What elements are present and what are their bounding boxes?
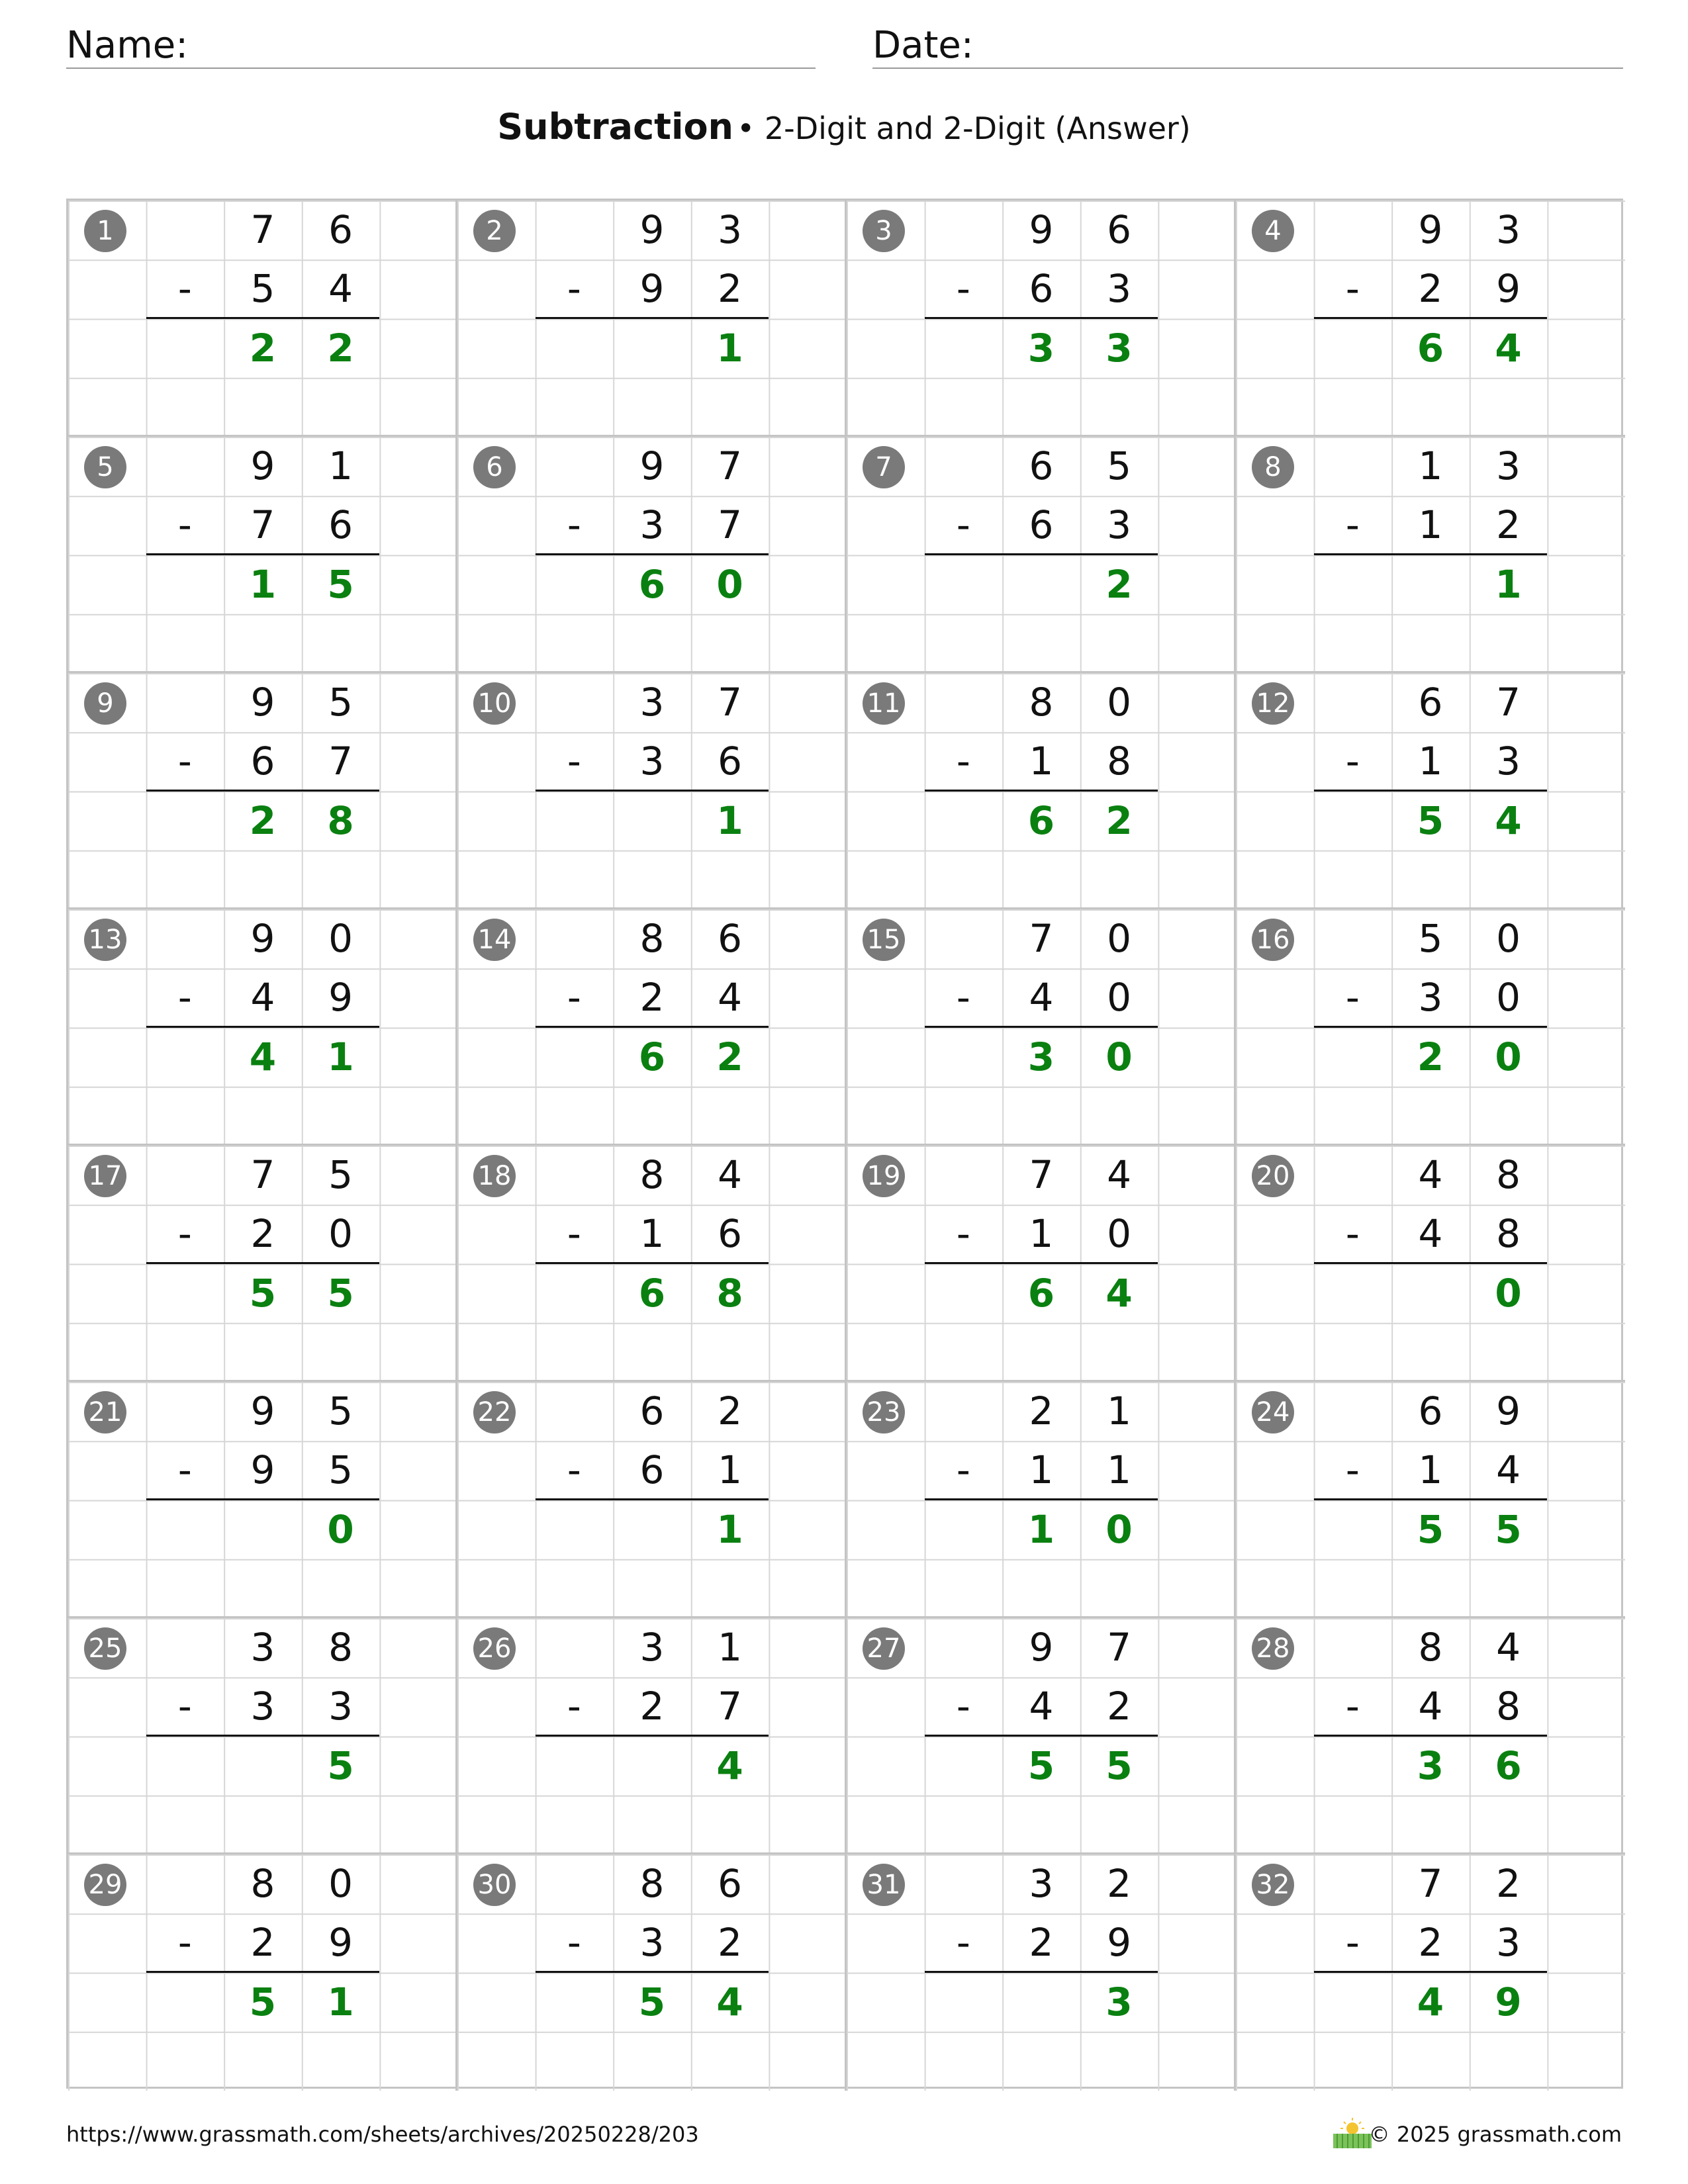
problem-23: [847, 1382, 1236, 1618]
minus-sign: -: [956, 266, 970, 312]
minuend-ones-digit: 5: [328, 680, 353, 725]
problem-32: [1236, 1854, 1625, 2091]
minuend-ones-digit: 7: [1496, 680, 1521, 725]
answer-tens-digit: [224, 1500, 302, 1559]
answer-tens-digit: 2: [1417, 1034, 1444, 1079]
answer-ones-digit: 0: [1105, 1506, 1133, 1552]
subtrahend-tens-digit: 1: [639, 1211, 665, 1257]
minus-sign: -: [956, 1920, 970, 1966]
problem-7: [847, 437, 1236, 673]
problem-26: [457, 1618, 847, 1854]
problem-grid: [66, 199, 1623, 2089]
minuend-ones-digit: 8: [1496, 1152, 1521, 1197]
subtrahend-ones-digit: 3: [1107, 502, 1132, 548]
answer-tens-digit: 3: [1027, 1034, 1055, 1079]
minuend-ones-digit: 4: [1496, 1625, 1521, 1670]
minus-sign: -: [956, 975, 970, 1021]
minuend-tens-digit: 9: [639, 443, 665, 488]
subtrahend-ones-digit: 3: [1496, 1920, 1521, 1966]
subtrahend-ones-digit: 8: [1107, 739, 1132, 784]
subtrahend-tens-digit: 6: [1029, 502, 1054, 548]
minuend-tens-digit: 7: [1418, 1861, 1443, 1906]
subtrahend-tens-digit: 6: [639, 1447, 665, 1493]
minuend-tens-digit: 8: [1418, 1625, 1443, 1670]
minuend-tens-digit: 9: [1029, 207, 1054, 252]
subtrahend-tens-digit: 2: [1418, 266, 1443, 312]
problem-number-badge: 30: [473, 1864, 516, 1906]
problem-number-badge: 1: [84, 210, 126, 252]
minuend-ones-digit: 2: [1107, 1861, 1132, 1906]
minuend-tens-digit: 8: [1029, 680, 1054, 725]
minuend-ones-digit: 0: [1107, 680, 1132, 725]
minuend-tens-digit: 8: [639, 1861, 665, 1906]
problem-number-badge: 25: [84, 1627, 126, 1670]
answer-tens-digit: 5: [249, 1979, 277, 2025]
answer-tens-digit: 5: [1417, 797, 1444, 843]
minuend-tens-digit: 1: [1418, 443, 1443, 488]
problem-number-badge: 23: [863, 1391, 905, 1433]
minuend-tens-digit: 5: [1418, 916, 1443, 961]
problem-1: [68, 201, 457, 437]
problem-18: [457, 1146, 847, 1382]
answer-ones-digit: 2: [1105, 797, 1133, 843]
answer-ones-digit: 5: [1495, 1506, 1522, 1552]
problem-19: [847, 1146, 1236, 1382]
answer-ones-digit: 4: [1495, 325, 1522, 371]
minuend-tens-digit: 9: [1418, 207, 1443, 252]
problem-number-badge: 9: [84, 682, 126, 725]
answer-ones-digit: 2: [1105, 561, 1133, 607]
minus-sign: -: [956, 1211, 970, 1257]
minuend-tens-digit: 2: [1029, 1388, 1054, 1433]
subtrahend-ones-digit: 1: [718, 1447, 743, 1493]
minuend-tens-digit: 3: [639, 680, 665, 725]
minus-sign: -: [177, 1684, 192, 1729]
minuend-tens-digit: 9: [250, 1388, 275, 1433]
subtrahend-ones-digit: 8: [1496, 1684, 1521, 1729]
answer-ones-digit: 0: [1105, 1034, 1133, 1079]
answer-ones-digit: 1: [716, 325, 743, 371]
answer-ones-digit: 8: [327, 797, 354, 843]
answer-ones-digit: 1: [327, 1979, 354, 2025]
problem-14: [457, 909, 847, 1146]
minuend-ones-digit: 3: [1496, 443, 1521, 488]
minus-sign: -: [1345, 1684, 1360, 1729]
subtrahend-ones-digit: 7: [718, 1684, 743, 1729]
minus-sign: -: [567, 1684, 581, 1729]
answer-ones-digit: 3: [1105, 325, 1133, 371]
answer-ones-digit: 2: [716, 1034, 743, 1079]
answer-ones-digit: 8: [716, 1270, 743, 1316]
problem-13: [68, 909, 457, 1146]
problem-number-badge: 26: [473, 1627, 516, 1670]
answer-tens-digit: 5: [249, 1270, 277, 1316]
name-label: Name:: [66, 24, 189, 67]
date-line[interactable]: [872, 68, 1623, 69]
minuend-ones-digit: 9: [1496, 1388, 1521, 1433]
minuend-ones-digit: 7: [718, 443, 743, 488]
problem-number-badge: 21: [84, 1391, 126, 1433]
minuend-tens-digit: 6: [1418, 680, 1443, 725]
answer-ones-digit: 0: [1495, 1270, 1522, 1316]
answer-ones-digit: 0: [716, 561, 743, 607]
answer-ones-digit: 3: [1105, 1979, 1133, 2025]
problem-number-badge: 22: [473, 1391, 516, 1433]
minuend-ones-digit: 4: [1107, 1152, 1132, 1197]
subtrahend-tens-digit: 3: [639, 502, 665, 548]
problem-number-badge: 32: [1252, 1864, 1294, 1906]
title-main: Subtraction: [497, 106, 733, 148]
subtrahend-ones-digit: 0: [328, 1211, 353, 1257]
answer-tens-digit: [613, 792, 691, 850]
minus-sign: -: [956, 1447, 970, 1493]
subtrahend-tens-digit: 2: [639, 1684, 665, 1729]
answer-tens-digit: 6: [638, 1034, 666, 1079]
subtrahend-tens-digit: 1: [1418, 1447, 1443, 1493]
minus-sign: -: [1345, 975, 1360, 1021]
subtrahend-ones-digit: 3: [1496, 739, 1521, 784]
minuend-ones-digit: 0: [1107, 916, 1132, 961]
minuend-tens-digit: 3: [639, 1625, 665, 1670]
problem-5: [68, 437, 457, 673]
problem-10: [457, 673, 847, 909]
subtrahend-tens-digit: 1: [1418, 502, 1443, 548]
answer-ones-digit: 2: [327, 325, 354, 371]
problem-number-badge: 12: [1252, 682, 1294, 725]
problem-number-badge: 6: [473, 446, 516, 488]
minuend-ones-digit: 0: [1496, 916, 1521, 961]
problem-21: [68, 1382, 457, 1618]
problem-number-badge: 11: [863, 682, 905, 725]
title-subtitle: • 2-Digit and 2-Digit (Answer): [737, 111, 1191, 146]
problem-number-badge: 5: [84, 446, 126, 488]
subtrahend-tens-digit: 2: [250, 1211, 275, 1257]
minus-sign: -: [956, 502, 970, 548]
minus-sign: -: [567, 502, 581, 548]
problem-number-badge: 8: [1252, 446, 1294, 488]
subtrahend-tens-digit: 1: [1029, 1211, 1054, 1257]
subtrahend-ones-digit: 6: [718, 1211, 743, 1257]
minus-sign: -: [1345, 502, 1360, 548]
minuend-tens-digit: 6: [639, 1388, 665, 1433]
minus-sign: -: [1345, 266, 1360, 312]
problem-12: [1236, 673, 1625, 909]
problem-16: [1236, 909, 1625, 1146]
minus-sign: -: [567, 975, 581, 1021]
minuend-tens-digit: 4: [1418, 1152, 1443, 1197]
subtrahend-tens-digit: 9: [250, 1447, 275, 1493]
answer-ones-digit: 1: [716, 1506, 743, 1552]
problem-4: [1236, 201, 1625, 437]
subtrahend-tens-digit: 7: [250, 502, 275, 548]
minuend-ones-digit: 1: [718, 1625, 743, 1670]
answer-ones-digit: 6: [1495, 1743, 1522, 1788]
subtrahend-tens-digit: 5: [250, 266, 275, 312]
problem-number-badge: 20: [1252, 1155, 1294, 1197]
minus-sign: -: [177, 266, 192, 312]
subtrahend-ones-digit: 8: [1496, 1211, 1521, 1257]
minuend-ones-digit: 7: [718, 680, 743, 725]
minuend-tens-digit: 7: [1029, 916, 1054, 961]
minuend-ones-digit: 5: [328, 1152, 353, 1197]
subtrahend-tens-digit: 2: [639, 975, 665, 1021]
worksheet-title: [0, 106, 1688, 148]
minus-sign: -: [567, 1920, 581, 1966]
minuend-ones-digit: 6: [328, 207, 353, 252]
minuend-tens-digit: 3: [1029, 1861, 1054, 1906]
problem-27: [847, 1618, 1236, 1854]
subtrahend-ones-digit: 2: [1107, 1684, 1132, 1729]
subtrahend-tens-digit: 6: [1029, 266, 1054, 312]
subtrahend-tens-digit: 1: [1418, 739, 1443, 784]
subtrahend-tens-digit: 1: [1029, 739, 1054, 784]
subtrahend-tens-digit: 6: [250, 739, 275, 784]
minuend-tens-digit: 7: [1029, 1152, 1054, 1197]
subtrahend-ones-digit: 0: [1107, 975, 1132, 1021]
minuend-ones-digit: 1: [1107, 1388, 1132, 1433]
problem-22: [457, 1382, 847, 1618]
answer-ones-digit: 0: [1495, 1034, 1522, 1079]
problem-3: [847, 201, 1236, 437]
subtrahend-ones-digit: 4: [718, 975, 743, 1021]
problem-28: [1236, 1618, 1625, 1854]
subtrahend-ones-digit: 9: [328, 1920, 353, 1966]
answer-ones-digit: 1: [716, 797, 743, 843]
minuend-tens-digit: 8: [639, 1152, 665, 1197]
subtrahend-ones-digit: 7: [718, 502, 743, 548]
problem-15: [847, 909, 1236, 1146]
minus-sign: -: [567, 1211, 581, 1257]
minus-sign: -: [177, 1447, 192, 1493]
minuend-tens-digit: 8: [250, 1861, 275, 1906]
answer-tens-digit: 1: [249, 561, 277, 607]
minuend-ones-digit: 7: [1107, 1625, 1132, 1670]
subtrahend-tens-digit: 3: [1418, 975, 1443, 1021]
subtrahend-tens-digit: 3: [250, 1684, 275, 1729]
minus-sign: -: [177, 502, 192, 548]
answer-tens-digit: 6: [638, 1270, 666, 1316]
subtrahend-tens-digit: 4: [1418, 1211, 1443, 1257]
minus-sign: -: [956, 1684, 970, 1729]
answer-ones-digit: 0: [327, 1506, 354, 1552]
minuend-ones-digit: 6: [718, 916, 743, 961]
subtrahend-ones-digit: 4: [1496, 1447, 1521, 1493]
answer-tens-digit: [1002, 555, 1080, 614]
problem-number-badge: 15: [863, 919, 905, 961]
subtrahend-ones-digit: 0: [1496, 975, 1521, 1021]
answer-tens-digit: 2: [249, 797, 277, 843]
minuend-ones-digit: 1: [328, 443, 353, 488]
problem-number-badge: 24: [1252, 1391, 1294, 1433]
footer-url: https://www.grassmath.com/sheets/archives/20250228/203: [66, 2122, 699, 2147]
answer-tens-digit: 6: [1027, 797, 1055, 843]
answer-tens-digit: 5: [1027, 1743, 1055, 1788]
answer-tens-digit: [613, 319, 691, 378]
subtrahend-tens-digit: 9: [639, 266, 665, 312]
subtrahend-ones-digit: 1: [1107, 1447, 1132, 1493]
subtrahend-tens-digit: 2: [1418, 1920, 1443, 1966]
answer-ones-digit: 1: [1495, 561, 1522, 607]
subtrahend-ones-digit: 9: [1496, 266, 1521, 312]
answer-tens-digit: 2: [249, 325, 277, 371]
minuend-ones-digit: 8: [328, 1625, 353, 1670]
answer-ones-digit: 1: [327, 1034, 354, 1079]
date-label: Date:: [872, 24, 974, 67]
footer-copyright: © 2025 grassmath.com: [1368, 2122, 1622, 2147]
minuend-ones-digit: 6: [1107, 207, 1132, 252]
minus-sign: -: [567, 1447, 581, 1493]
minuend-tens-digit: 9: [1029, 1625, 1054, 1670]
problem-17: [68, 1146, 457, 1382]
minus-sign: -: [1345, 1447, 1360, 1493]
minuend-tens-digit: 6: [1418, 1388, 1443, 1433]
minuend-ones-digit: 2: [1496, 1861, 1521, 1906]
subtrahend-ones-digit: 9: [1107, 1920, 1132, 1966]
minuend-ones-digit: 2: [718, 1388, 743, 1433]
subtrahend-tens-digit: 2: [1029, 1920, 1054, 1966]
answer-tens-digit: [1391, 555, 1470, 614]
answer-tens-digit: 3: [1417, 1743, 1444, 1788]
name-line[interactable]: [66, 68, 816, 69]
subtrahend-ones-digit: 2: [718, 1920, 743, 1966]
answer-tens-digit: 3: [1027, 325, 1055, 371]
minuend-tens-digit: 3: [250, 1625, 275, 1670]
grass-sun-logo-icon: [1331, 2115, 1374, 2150]
problem-2: [457, 201, 847, 437]
problem-29: [68, 1854, 457, 2091]
subtrahend-ones-digit: 6: [328, 502, 353, 548]
minuend-tens-digit: 9: [250, 443, 275, 488]
subtrahend-ones-digit: 9: [328, 975, 353, 1021]
problem-9: [68, 673, 457, 909]
problem-8: [1236, 437, 1625, 673]
answer-ones-digit: 5: [327, 1270, 354, 1316]
minuend-ones-digit: 0: [328, 916, 353, 961]
problem-11: [847, 673, 1236, 909]
subtrahend-ones-digit: 4: [328, 266, 353, 312]
minuend-ones-digit: 3: [718, 207, 743, 252]
problem-number-badge: 19: [863, 1155, 905, 1197]
answer-ones-digit: 5: [327, 1743, 354, 1788]
subtrahend-tens-digit: 2: [250, 1920, 275, 1966]
problem-number-badge: 31: [863, 1864, 905, 1906]
subtrahend-tens-digit: 1: [1029, 1447, 1054, 1493]
answer-tens-digit: 4: [249, 1034, 277, 1079]
answer-tens-digit: 6: [1027, 1270, 1055, 1316]
subtrahend-ones-digit: 7: [328, 739, 353, 784]
problem-number-badge: 28: [1252, 1627, 1294, 1670]
problem-6: [457, 437, 847, 673]
minus-sign: -: [177, 1211, 192, 1257]
problem-number-badge: 2: [473, 210, 516, 252]
answer-ones-digit: 5: [327, 561, 354, 607]
minuend-tens-digit: 9: [250, 680, 275, 725]
problem-20: [1236, 1146, 1625, 1382]
minus-sign: -: [567, 266, 581, 312]
answer-tens-digit: 5: [1417, 1506, 1444, 1552]
problem-number-badge: 27: [863, 1627, 905, 1670]
answer-tens-digit: 5: [638, 1979, 666, 2025]
problem-number-badge: 10: [473, 682, 516, 725]
minus-sign: -: [1345, 739, 1360, 784]
subtrahend-tens-digit: 3: [639, 739, 665, 784]
minuend-ones-digit: 4: [718, 1152, 743, 1197]
answer-ones-digit: 4: [716, 1979, 743, 2025]
subtrahend-ones-digit: 5: [328, 1447, 353, 1493]
problem-number-badge: 18: [473, 1155, 516, 1197]
minuend-tens-digit: 8: [639, 916, 665, 961]
subtrahend-tens-digit: 4: [1418, 1684, 1443, 1729]
minus-sign: -: [956, 739, 970, 784]
problem-30: [457, 1854, 847, 2091]
problem-31: [847, 1854, 1236, 2091]
subtrahend-tens-digit: 4: [1029, 1684, 1054, 1729]
answer-ones-digit: 4: [1105, 1270, 1133, 1316]
minuend-tens-digit: 9: [639, 207, 665, 252]
problem-number-badge: 4: [1252, 210, 1294, 252]
problem-25: [68, 1618, 457, 1854]
subtrahend-ones-digit: 3: [328, 1684, 353, 1729]
answer-tens-digit: [1002, 1973, 1080, 2032]
answer-tens-digit: 4: [1417, 1979, 1444, 2025]
minus-sign: -: [177, 1920, 192, 1966]
minuend-tens-digit: 7: [250, 1152, 275, 1197]
answer-tens-digit: 6: [1417, 325, 1444, 371]
problem-24: [1236, 1382, 1625, 1618]
minuend-ones-digit: 5: [1107, 443, 1132, 488]
subtrahend-ones-digit: 2: [718, 266, 743, 312]
subtrahend-ones-digit: 2: [1496, 502, 1521, 548]
problem-number-badge: 14: [473, 919, 516, 961]
minus-sign: -: [177, 739, 192, 784]
minuend-ones-digit: 6: [718, 1861, 743, 1906]
answer-tens-digit: [224, 1737, 302, 1796]
answer-tens-digit: 1: [1027, 1506, 1055, 1552]
minuend-ones-digit: 3: [1496, 207, 1521, 252]
answer-tens-digit: 6: [638, 561, 666, 607]
minuend-tens-digit: 9: [250, 916, 275, 961]
subtrahend-ones-digit: 3: [1107, 266, 1132, 312]
minus-sign: -: [1345, 1920, 1360, 1966]
minuend-tens-digit: 6: [1029, 443, 1054, 488]
minuend-ones-digit: 5: [328, 1388, 353, 1433]
subtrahend-tens-digit: 4: [1029, 975, 1054, 1021]
answer-ones-digit: 5: [1105, 1743, 1133, 1788]
answer-tens-digit: [1391, 1264, 1470, 1323]
subtrahend-ones-digit: 0: [1107, 1211, 1132, 1257]
minuend-tens-digit: 7: [250, 207, 275, 252]
subtrahend-tens-digit: 3: [639, 1920, 665, 1966]
answer-ones-digit: 9: [1495, 1979, 1522, 2025]
minus-sign: -: [567, 739, 581, 784]
problem-number-badge: 13: [84, 919, 126, 961]
answer-tens-digit: [613, 1500, 691, 1559]
problem-number-badge: 7: [863, 446, 905, 488]
problem-number-badge: 16: [1252, 919, 1294, 961]
problem-number-badge: 17: [84, 1155, 126, 1197]
problem-number-badge: 29: [84, 1864, 126, 1906]
answer-ones-digit: 4: [716, 1743, 743, 1788]
minus-sign: -: [177, 975, 192, 1021]
problem-number-badge: 3: [863, 210, 905, 252]
minuend-ones-digit: 0: [328, 1861, 353, 1906]
answer-tens-digit: [613, 1737, 691, 1796]
subtrahend-ones-digit: 6: [718, 739, 743, 784]
answer-ones-digit: 4: [1495, 797, 1522, 843]
subtrahend-tens-digit: 4: [250, 975, 275, 1021]
minus-sign: -: [1345, 1211, 1360, 1257]
